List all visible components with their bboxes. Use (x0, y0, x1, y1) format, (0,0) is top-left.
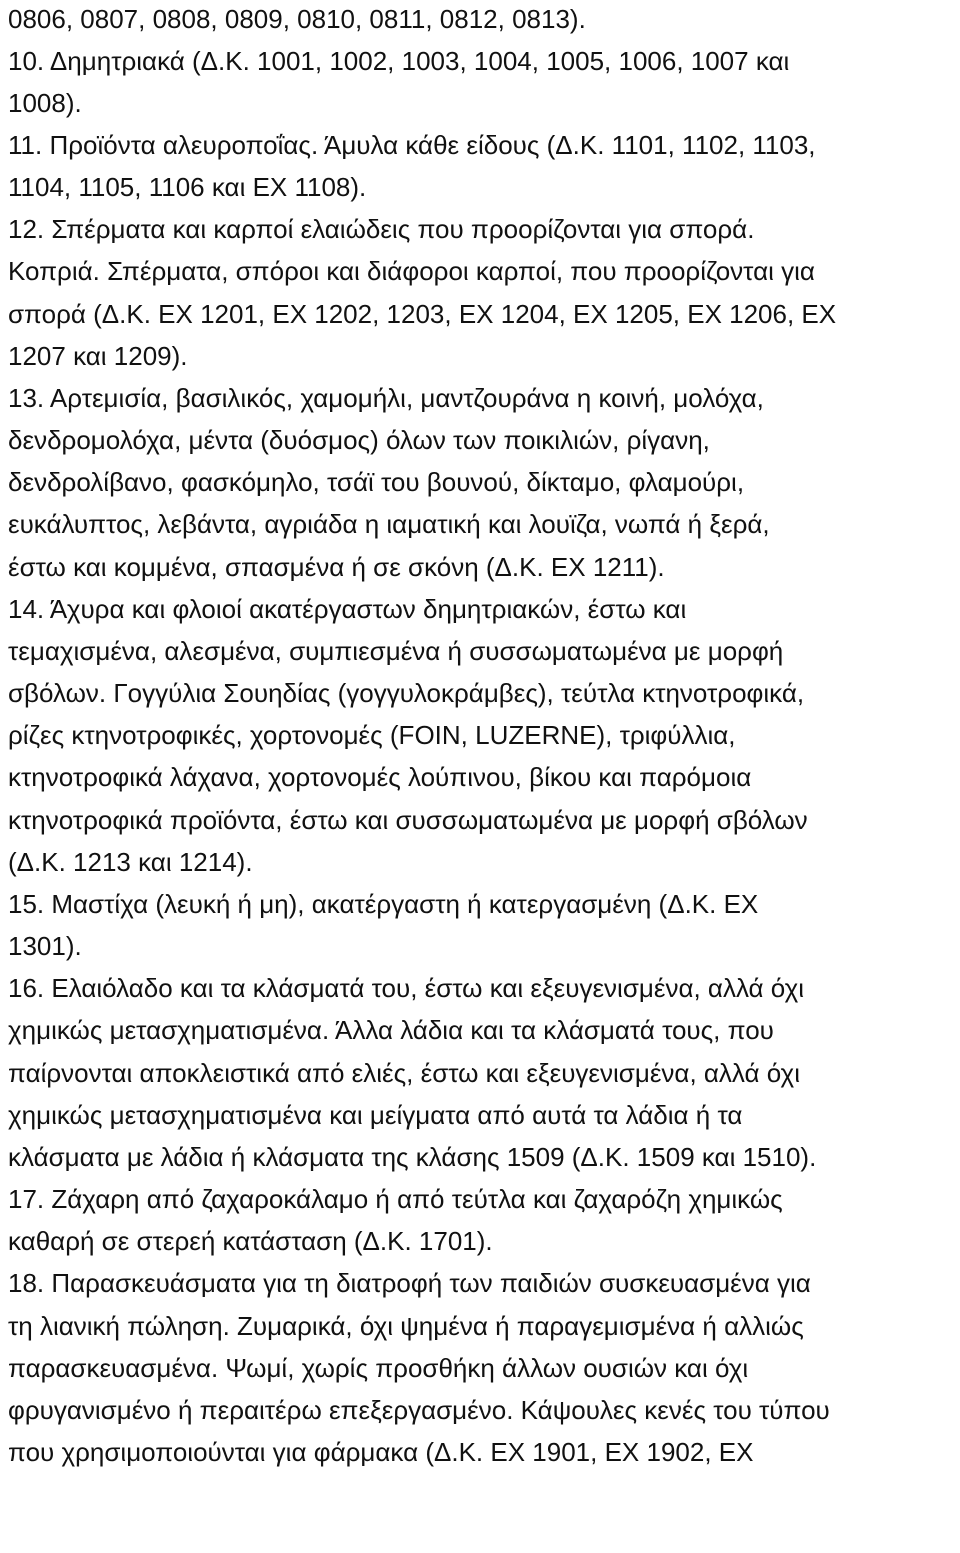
text-line: 12. Σπέρματα και καρποί ελαιώδεις που προορίζονται για σπορά. (8, 214, 755, 244)
text-line: 0806, 0807, 0808, 0809, 0810, 0811, 0812, 0813). (8, 4, 586, 34)
text-line: σβόλων. Γογγύλια Σουηδίας (γογγυλοκράμβες), τεύτλα κτηνοτροφικά, (8, 678, 805, 708)
text-line: ρίζες κτηνοτροφικές, χορτονομές (FOIN, LUZERNE), τριφύλλια, (8, 720, 736, 750)
text-line: τεμαχισμένα, αλεσμένα, συμπιεσμένα ή συσσωματωμένα με μορφή (8, 636, 784, 666)
text-line: δενδρολίβανο, φασκόμηλο, τσάϊ του βουνού, δίκταμο, φλαμούρι, (8, 467, 745, 497)
text-line: 1207 και 1209). (8, 341, 188, 371)
text-line: έστω και κομμένα, σπασμένα ή σε σκόνη (Δ.Κ. ΕΧ 1211). (8, 552, 665, 582)
text-line: Κοπριά. Σπέρματα, σπόροι και διάφοροι καρποί, που προορίζονται για (8, 256, 815, 286)
text-line: ευκάλυπτος, λεβάντα, αγριάδα η ιαματική και λουϊζα, νωπά ή ξερά, (8, 509, 770, 539)
text-line: δενδρομολόχα, μέντα (δυόσμος) όλων των ποικιλιών, ρίγανη, (8, 425, 710, 455)
text-line: κτηνοτροφικά λάχανα, χορτονομές λούπινου, βίκου και παρόμοια (8, 762, 752, 792)
text-line: 17. Ζάχαρη από ζαχαροκάλαμο ή από τεύτλα και ζαχαρόζη χημικώς (8, 1184, 783, 1214)
text-line: 10. Δημητριακά (Δ.Κ. 1001, 1002, 1003, 1004, 1005, 1006, 1007 και (8, 46, 790, 76)
text-line: 1301). (8, 931, 82, 961)
text-line: 16. Ελαιόλαδο και τα κλάσματά του, έστω και εξευγενισμένα, αλλά όχι (8, 973, 804, 1003)
text-line: 14. Άχυρα και φλοιοί ακατέργαστων δημητριακών, έστω και (8, 594, 687, 624)
text-line: χημικώς μετασχηματισμένα και μείγματα από αυτά τα λάδια ή τα (8, 1100, 743, 1130)
text-line: σπορά (Δ.Κ. ΕΧ 1201, ΕΧ 1202, 1203, ΕΧ 1204, ΕΧ 1205, ΕΧ 1206, ΕΧ (8, 299, 837, 329)
text-line: 15. Μαστίχα (λευκή ή μη), ακατέργαστη ή κατεργασμένη (Δ.Κ. ΕΧ (8, 889, 759, 919)
text-line: 1008). (8, 88, 82, 118)
text-line: καθαρή σε στερεή κατάσταση (Δ.Κ. 1701). (8, 1226, 493, 1256)
text-line: (Δ.Κ. 1213 και 1214). (8, 847, 253, 877)
text-line: φρυγανισμένο ή περαιτέρω επεξεργασμένο. Κάψουλες κενές του τύπου (8, 1395, 830, 1425)
text-line: τη λιανική πώληση. Ζυμαρικά, όχι ψημένα ή παραγεμισμένα ή αλλιώς (8, 1311, 804, 1341)
text-line: 1104, 1105, 1106 και ΕΧ 1108). (8, 172, 367, 202)
text-line: 11. Προϊόντα αλευροποΐας. Άμυλα κάθε είδους (Δ.Κ. 1101, 1102, 1103, (8, 130, 816, 160)
text-line: χημικώς μετασχηματισμένα. Άλλα λάδια και τα κλάσματά τους, που (8, 1015, 774, 1045)
text-line: κτηνοτροφικά προϊόντα, έστω και συσσωματωμένα με μορφή σβόλων (8, 805, 808, 835)
text-line: 18. Παρασκευάσματα για τη διατροφή των παιδιών συσκευασμένα για (8, 1268, 811, 1298)
text-line: παίρνονται αποκλειστικά από ελιές, έστω και εξευγενισμένα, αλλά όχι (8, 1058, 800, 1088)
text-line: παρασκευασμένα. Ψωμί, χωρίς προσθήκη άλλων ουσιών και όχι (8, 1353, 749, 1383)
text-line: που χρησιμοποιούνται για φάρμακα (Δ.Κ. ΕΧ 1901, ΕΧ 1902, ΕΧ (8, 1437, 754, 1467)
text-line: 13. Αρτεμισία, βασιλικός, χαμομήλι, μαντζουράνα η κοινή, μολόχα, (8, 383, 764, 413)
text-line: κλάσματα με λάδια ή κλάσματα της κλάσης 1509 (Δ.Κ. 1509 και 1510). (8, 1142, 817, 1172)
